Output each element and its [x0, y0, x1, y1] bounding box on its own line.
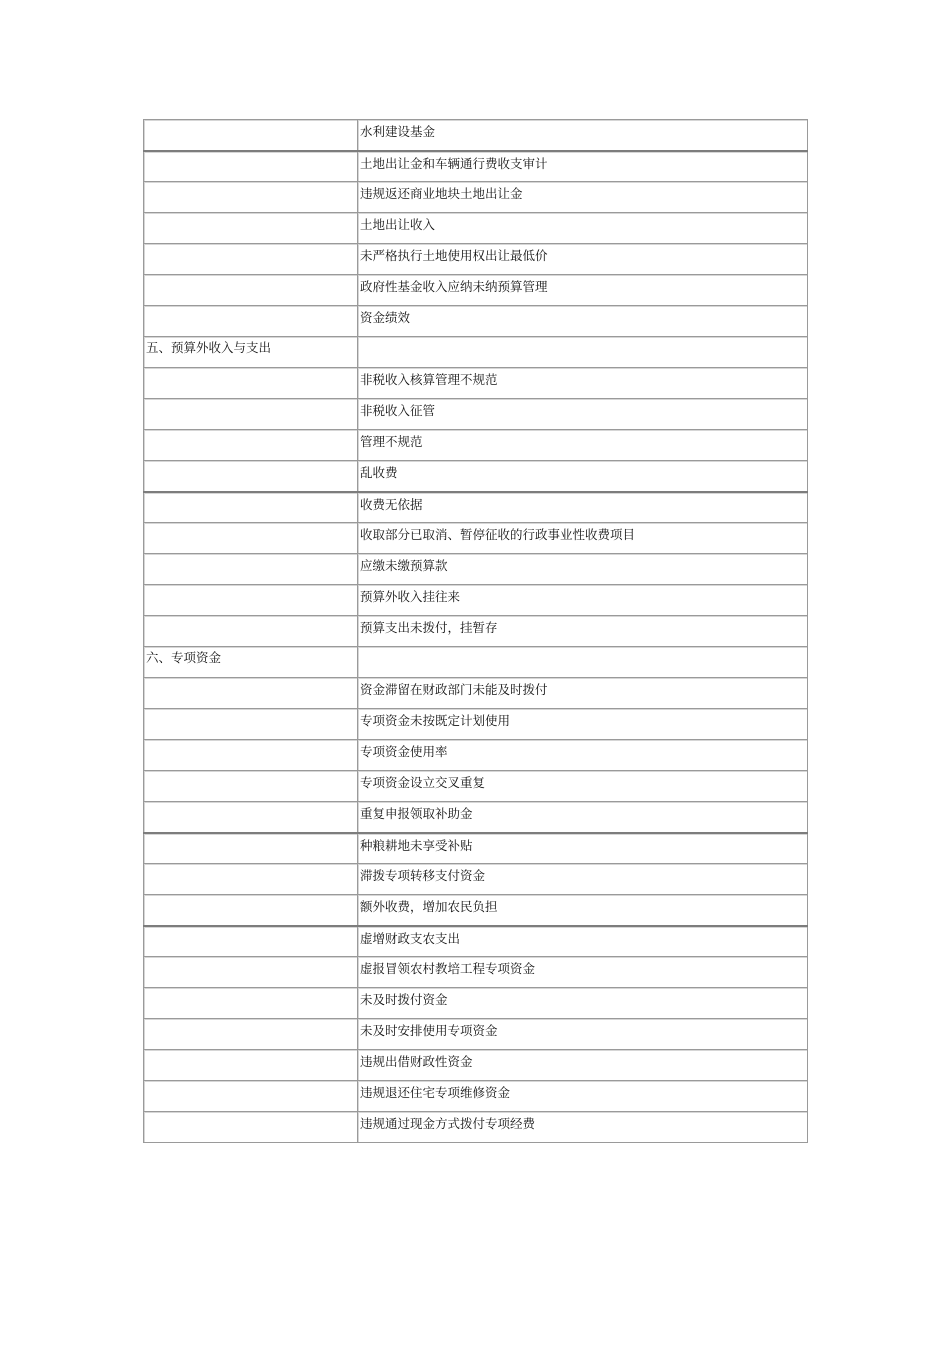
category-cell [144, 771, 358, 802]
category-cell [144, 120, 358, 151]
category-cell [144, 585, 358, 616]
table-row [144, 740, 808, 771]
category-cell [144, 616, 358, 647]
category-cell [144, 182, 358, 213]
category-cell [144, 864, 358, 895]
table-row [144, 771, 808, 802]
item-cell: 违规退还住宅专项维修资金 [358, 1081, 808, 1112]
item-cell: 虚增财政支农支出 [358, 926, 808, 957]
table-row [144, 1081, 808, 1112]
category-cell [144, 1112, 358, 1143]
item-cell [358, 647, 808, 678]
audit-items-table [143, 119, 808, 1143]
table-row [144, 957, 808, 988]
item-cell: 未及时拨付资金 [358, 988, 808, 1019]
table-row [144, 244, 808, 275]
category-cell [144, 740, 358, 771]
table-row [144, 864, 808, 895]
item-cell: 重复申报领取补助金 [358, 802, 808, 833]
table-row [144, 368, 808, 399]
table-row [144, 275, 808, 306]
category-cell [144, 399, 358, 430]
item-cell: 资金滞留在财政部门未能及时拨付 [358, 678, 808, 709]
item-cell: 种粮耕地未享受补贴 [358, 833, 808, 864]
table-row [144, 988, 808, 1019]
table-row [144, 523, 808, 554]
item-cell [358, 337, 808, 368]
item-cell: 额外收费，增加农民负担 [358, 895, 808, 926]
table-row [144, 709, 808, 740]
category-cell [144, 213, 358, 244]
item-cell: 收费无依据 [358, 492, 808, 523]
item-cell: 土地出让金和车辆通行费收支审计 [358, 151, 808, 182]
item-cell: 应缴未缴预算款 [358, 554, 808, 585]
table-row [144, 1112, 808, 1143]
category-cell [144, 244, 358, 275]
table-row [144, 461, 808, 492]
table-row [144, 213, 808, 244]
category-cell [144, 523, 358, 554]
table-row [144, 616, 808, 647]
item-cell: 政府性基金收入应纳未纳预算管理 [358, 275, 808, 306]
table-body [144, 120, 808, 1143]
table-row [144, 802, 808, 833]
category-cell [144, 895, 358, 926]
item-cell: 非税收入核算管理不规范 [358, 368, 808, 399]
category-cell [144, 275, 358, 306]
item-cell: 专项资金未按既定计划使用 [358, 709, 808, 740]
item-cell: 乱收费 [358, 461, 808, 492]
category-cell [144, 957, 358, 988]
item-cell: 水利建设基金 [358, 120, 808, 151]
category-cell [144, 1019, 358, 1050]
table-row [144, 678, 808, 709]
table-row [144, 833, 808, 864]
table-row [144, 182, 808, 213]
item-cell: 非税收入征管 [358, 399, 808, 430]
category-cell [144, 988, 358, 1019]
item-cell: 未严格执行土地使用权出让最低价 [358, 244, 808, 275]
table-row [144, 306, 808, 337]
section-row [144, 647, 808, 678]
category-cell [144, 554, 358, 585]
table-row [144, 926, 808, 957]
category-cell [144, 833, 358, 864]
category-cell [144, 368, 358, 399]
table-row [144, 1050, 808, 1081]
item-cell: 未及时安排使用专项资金 [358, 1019, 808, 1050]
category-cell [144, 1081, 358, 1112]
category-cell [144, 492, 358, 523]
table-row [144, 492, 808, 523]
table-row [144, 585, 808, 616]
item-cell: 资金绩效 [358, 306, 808, 337]
item-cell: 违规出借财政性资金 [358, 1050, 808, 1081]
category-cell [144, 430, 358, 461]
item-cell: 管理不规范 [358, 430, 808, 461]
table-row [144, 895, 808, 926]
item-cell: 违规返还商业地块土地出让金 [358, 182, 808, 213]
table-row [144, 399, 808, 430]
item-cell: 虚报冒领农村教培工程专项资金 [358, 957, 808, 988]
table-row [144, 151, 808, 182]
item-cell: 专项资金使用率 [358, 740, 808, 771]
category-cell [144, 709, 358, 740]
category-cell [144, 926, 358, 957]
category-cell [144, 802, 358, 833]
category-cell [144, 678, 358, 709]
item-cell: 违规通过现金方式拨付专项经费 [358, 1112, 808, 1143]
section-heading: 五、预算外收入与支出 [144, 337, 358, 368]
item-cell: 滞拨专项转移支付资金 [358, 864, 808, 895]
category-cell [144, 306, 358, 337]
table-row [144, 554, 808, 585]
item-cell: 预算支出未拨付，挂暂存 [358, 616, 808, 647]
item-cell: 收取部分已取消、暂停征收的行政事业性收费项目 [358, 523, 808, 554]
table-row [144, 120, 808, 151]
table-row [144, 430, 808, 461]
table-row [144, 1019, 808, 1050]
item-cell: 土地出让收入 [358, 213, 808, 244]
item-cell: 专项资金设立交叉重复 [358, 771, 808, 802]
item-cell: 预算外收入挂往来 [358, 585, 808, 616]
category-cell [144, 461, 358, 492]
section-heading: 六、专项资金 [144, 647, 358, 678]
category-cell [144, 1050, 358, 1081]
category-cell [144, 151, 358, 182]
section-row [144, 337, 808, 368]
